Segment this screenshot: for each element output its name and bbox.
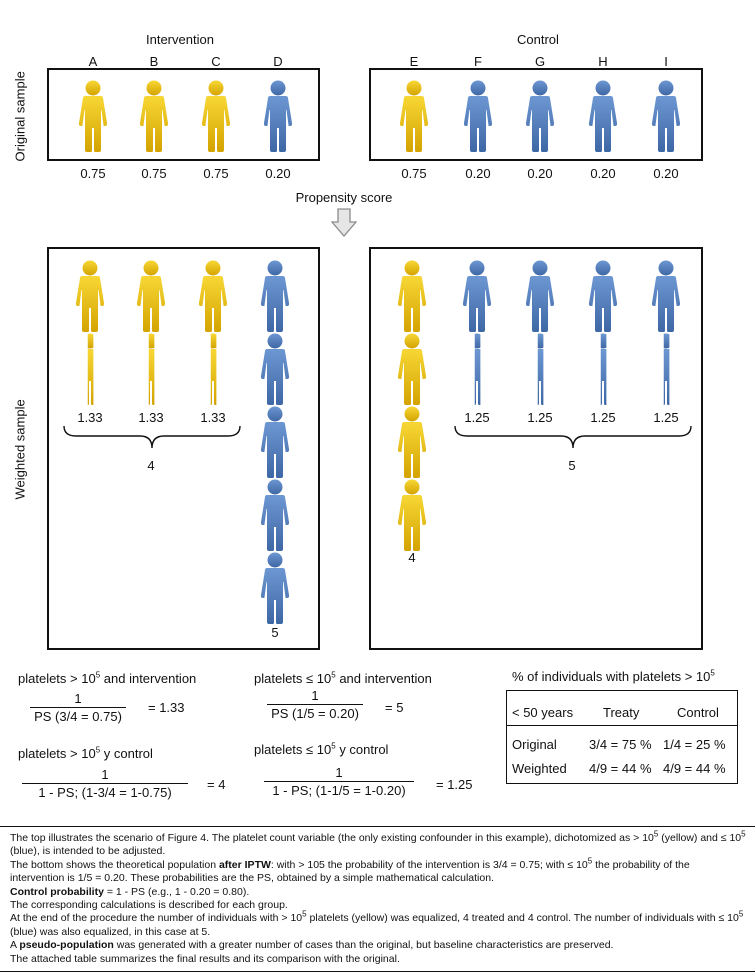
formula-1-title: platelets > $10^5$ and intervention: [18, 670, 197, 686]
results-cell: Original: [512, 737, 557, 752]
score-label: 0.75: [80, 166, 106, 181]
right-brace: [453, 424, 693, 454]
letter-label: C: [211, 54, 221, 69]
original-intervention-box: [47, 68, 320, 161]
weight-label: 1.33: [138, 410, 164, 425]
weight-label: 1.25: [527, 410, 553, 425]
footnote-line: A pseudo-population was generated with a greater number of cases than the original, but baseline characteristics are preserved.: [10, 939, 614, 952]
figure-footnote: [10, 829, 746, 966]
formula-4-title: platelets ≤ $10^5$ y control: [254, 741, 389, 757]
results-header-cell: Treaty: [603, 705, 640, 720]
letter-label: F: [474, 54, 482, 69]
weight-label: 1.25: [653, 410, 679, 425]
score-label: 0.20: [653, 166, 679, 181]
formula-3-fraction: $\frac{1}{1 - PS; (1-3/4 = 1-0.75)}$: [22, 767, 188, 801]
right-yellow-total: 4: [408, 550, 416, 565]
formula-1-fraction: $\frac{1}{PS (3/4 = 0.75)}$: [30, 691, 126, 725]
score-label: 0.20: [590, 166, 616, 181]
letter-label: H: [598, 54, 608, 69]
results-cell: Weighted: [512, 761, 567, 776]
control-title: Control: [517, 32, 559, 47]
formula-2-fraction: $\frac{1}{PS (1/5 = 0.20)}$: [267, 688, 363, 722]
letter-label: I: [664, 54, 668, 69]
letter-label: E: [409, 54, 419, 69]
results-cell: 3/4 = 75 %: [589, 737, 652, 752]
results-cell: 1/4 = 25 %: [663, 737, 726, 752]
score-label: 0.75: [401, 166, 427, 181]
results-table-title: % of individuals with platelets > $10^5$: [512, 668, 715, 684]
original-control-box: [369, 68, 703, 161]
results-header-divider: [507, 725, 737, 726]
formula-2-title: platelets ≤ $10^5$ and intervention: [254, 670, 432, 686]
results-cell: 4/9 = 44 %: [663, 761, 726, 776]
score-label: 0.20: [265, 166, 291, 181]
formula-1-result: = 1.33: [148, 700, 185, 715]
letter-label: D: [273, 54, 283, 69]
weight-label: 1.33: [200, 410, 226, 425]
score-label: 0.75: [141, 166, 167, 181]
formula-3-result: = 4: [207, 777, 226, 792]
footnote-bottom-rule: [0, 971, 755, 972]
original-sample-label: Original sample: [12, 71, 28, 162]
weight-label: 1.33: [77, 410, 103, 425]
score-label: 0.20: [465, 166, 491, 181]
footnote-line: The attached table summarizes the final results and its comparison with the original.: [10, 952, 400, 965]
letter-label: G: [534, 54, 546, 69]
footnote-top-rule: [0, 826, 755, 827]
formula-2-result: = 5: [385, 700, 404, 715]
footnote-line: The top illustrates the scenario of Figure 4. The platelet count variable (the only existing confounder in this example), dichotomized as > $10^5$ (yellow) and ≤ $10^5$ (blue), is intended to be adjusted.: [10, 829, 746, 858]
score-label: 0.20: [527, 166, 553, 181]
results-header-cell: Control: [677, 705, 719, 720]
weighted-sample-label: Weighted sample: [12, 399, 28, 500]
left-brace: [62, 424, 242, 454]
formula-4-result: = 1.25: [436, 777, 473, 792]
right-brace-total: 5: [568, 458, 576, 473]
propensity-score-label: Propensity score: [295, 190, 393, 205]
results-table: [506, 690, 738, 784]
letter-label: A: [88, 54, 98, 69]
formula-3-title: platelets > $10^5$ y control: [18, 745, 153, 761]
left-blue-total: 5: [271, 625, 279, 640]
footnote-line: The bottom shows the theoretical population after IPTW: with > 105 the probability of the intervention is 3/4 = 0.75; with ≤ $10^5$ the probability of the intervention is 1/5 = 0.20. These probabilities are the PS, obtained by a simple mathematical calculation.: [10, 856, 690, 885]
score-label: 0.75: [203, 166, 229, 181]
footnote-line: The corresponding calculations is described for each group.: [10, 899, 288, 912]
footnote-line: At the end of the procedure the number of individuals with > $10^5$ platelets (yellow) was equalized, 4 treated and 4 control. The number of individuals with ≤ $10^5$ (blue) was also equalized, in this case at 5.: [10, 909, 744, 938]
formula-4-fraction: $\frac{1}{1 - PS; (1-1/5 = 1-0.20)}$: [264, 765, 414, 799]
footnote-line: Control probability = 1 - PS (e.g., 1 - 0.20 = 0.80).: [10, 885, 250, 898]
weight-label: 1.25: [590, 410, 616, 425]
left-brace-total: 4: [147, 458, 155, 473]
intervention-title: Intervention: [146, 32, 214, 47]
results-header-cell: < 50 years: [512, 705, 574, 720]
letter-label: B: [149, 54, 159, 69]
down-arrow-icon: [331, 208, 357, 238]
weight-label: 1.25: [464, 410, 490, 425]
results-cell: 4/9 = 44 %: [589, 761, 652, 776]
